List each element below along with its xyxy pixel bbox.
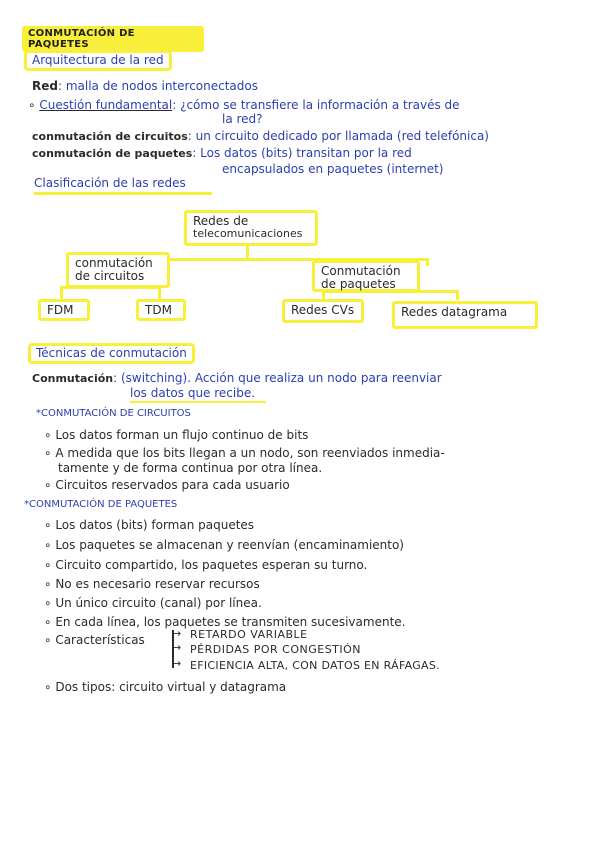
paquetes-item — [44, 578, 260, 590]
bullet-icon: ∘ — [44, 558, 56, 572]
conmutacion-text-2: los datos que recibe. — [130, 386, 256, 400]
circuitos-item-text: A medida que los bits llegan a un nodo, son reenviados inmedia- — [55, 446, 445, 460]
tree-connector — [456, 290, 459, 300]
tipos-text: Dos tipos: circuito virtual y datagrama — [55, 680, 287, 694]
conmutacion-underline — [130, 401, 266, 403]
cuestion-line-2: la red? — [222, 112, 263, 126]
tree-connector — [426, 258, 429, 266]
bullet-icon: ∘ — [44, 428, 56, 442]
cuestion-line-1 — [28, 99, 460, 111]
caracteristicas-label-row — [44, 634, 145, 646]
circuitos-item-text: Los datos forman un flujo continuo de bits — [55, 428, 309, 442]
bullet-icon: ∘ — [44, 596, 56, 610]
paquetes-item-text: Circuito compartido, los paquetes esperan su turno. — [55, 558, 368, 572]
bullet-icon: ∘ — [44, 680, 56, 694]
paquetes-label: conmutación de paquetes — [32, 147, 193, 160]
paquetes-definition — [32, 147, 412, 159]
circuitos-item — [44, 447, 445, 459]
tree-leaf-fdm: FDM — [38, 299, 90, 321]
bullet-icon: ∘ — [44, 577, 56, 591]
arrow-icon: → — [172, 657, 182, 670]
paquetes-item — [44, 597, 262, 609]
clasificacion-underline — [34, 192, 212, 195]
tree-node-circuitos-line2: de circuitos — [75, 269, 145, 284]
tree-node-paquetes-line1: Conmutación — [321, 264, 401, 278]
bullet-icon: ∘ — [44, 518, 56, 532]
bullet-icon: ∘ — [44, 633, 56, 647]
bullet-icon: ∘ — [28, 98, 40, 112]
section-tecnicas-heading: Técnicas de conmutación — [28, 343, 195, 364]
paquetes-item-text: Los paquetes se almacenan y reenvían (encaminamiento) — [55, 538, 404, 552]
conmutacion-text-1: : (switching). Acción que realiza un nodo para reenviar — [113, 371, 442, 385]
section-arquitectura-heading: Arquitectura de la red — [24, 50, 172, 71]
paquetes-item-text: Los datos (bits) forman paquetes — [55, 518, 255, 532]
tree-node-root-line2: telecomunicaciones — [193, 227, 303, 241]
paquetes-item-text: En cada línea, los paquetes se transmiten sucesivamente. — [55, 615, 406, 629]
tree-node-circuitos-line1: conmutación — [75, 256, 153, 270]
paquetes-item-text: Un único circuito (canal) por línea. — [55, 596, 262, 610]
conmutacion-label: Conmutación — [32, 372, 114, 385]
caracteristicas-label: Características — [55, 633, 145, 647]
tree-node-root-line1: Redes de — [193, 214, 249, 228]
red-label: Red — [32, 79, 58, 93]
tree-node-paquetes-line2: de paquetes — [321, 277, 396, 292]
tree-leaf-vcs: Redes CVs — [282, 299, 364, 323]
tree-connector — [60, 286, 63, 300]
paquetes-item — [44, 539, 404, 551]
tree-connector — [158, 286, 161, 300]
tree-node-paquetes — [312, 260, 420, 292]
circuitos-heading: *CONMUTACIÓN DE CIRCUITOS — [36, 408, 191, 419]
arrow-icon: → — [172, 641, 182, 654]
circuitos-item-continuation: tamente y de forma continua por otra línea. — [58, 461, 323, 475]
tree-node-circuitos — [66, 252, 170, 288]
circuitos-item — [44, 429, 308, 441]
red-text: : malla de nodos interconectados — [57, 79, 258, 93]
paquetes-text-2: encapsulados en paquetes (internet) — [222, 162, 444, 176]
paquetes-heading: *CONMUTACIÓN DE PAQUETES — [24, 499, 178, 510]
bullet-icon: ∘ — [44, 615, 56, 629]
circuitos-item-text: Circuitos reservados para cada usuario — [55, 478, 290, 492]
paquetes-text-1: : Los datos (bits) transitan por la red — [192, 146, 412, 160]
tree-leaf-datagrama: Redes datagrama — [392, 301, 538, 329]
tree-node-root — [184, 210, 318, 246]
tree-leaf-tdm: TDM — [136, 299, 186, 321]
arrow-icon: → — [172, 627, 182, 640]
circuitos-label: conmutación de circuitos — [32, 130, 188, 143]
cuestion-text-1: : ¿cómo se transfiere la información a través de — [172, 98, 460, 112]
red-definition — [32, 80, 258, 92]
circuitos-definition — [32, 130, 489, 142]
circuitos-text: : un circuito dedicado por llamada (red telefónica) — [187, 129, 489, 143]
caracteristica-item: RETARDO VARIABLE — [190, 628, 308, 641]
caracteristica-item: PÉRDIDAS POR CONGESTIÓN — [190, 643, 362, 656]
tipos-row — [44, 681, 286, 693]
conmutacion-definition — [32, 372, 442, 384]
bullet-icon: ∘ — [44, 446, 56, 460]
paquetes-item — [44, 519, 254, 531]
paquetes-item — [44, 616, 405, 628]
bullet-icon: ∘ — [44, 478, 56, 492]
paquetes-item — [44, 559, 367, 571]
clasificacion-heading: Clasificación de las redes — [34, 176, 186, 190]
caracteristica-item: EFICIENCIA ALTA, CON DATOS EN RÁFAGAS. — [190, 659, 440, 672]
paquetes-item-text: No es necesario reservar recursos — [55, 577, 260, 591]
circuitos-item — [44, 479, 290, 491]
bullet-icon: ∘ — [44, 538, 56, 552]
cuestion-label: Cuestión fundamental — [39, 98, 173, 112]
page-title: CONMUTACIÓN DE PAQUETES — [22, 26, 204, 52]
